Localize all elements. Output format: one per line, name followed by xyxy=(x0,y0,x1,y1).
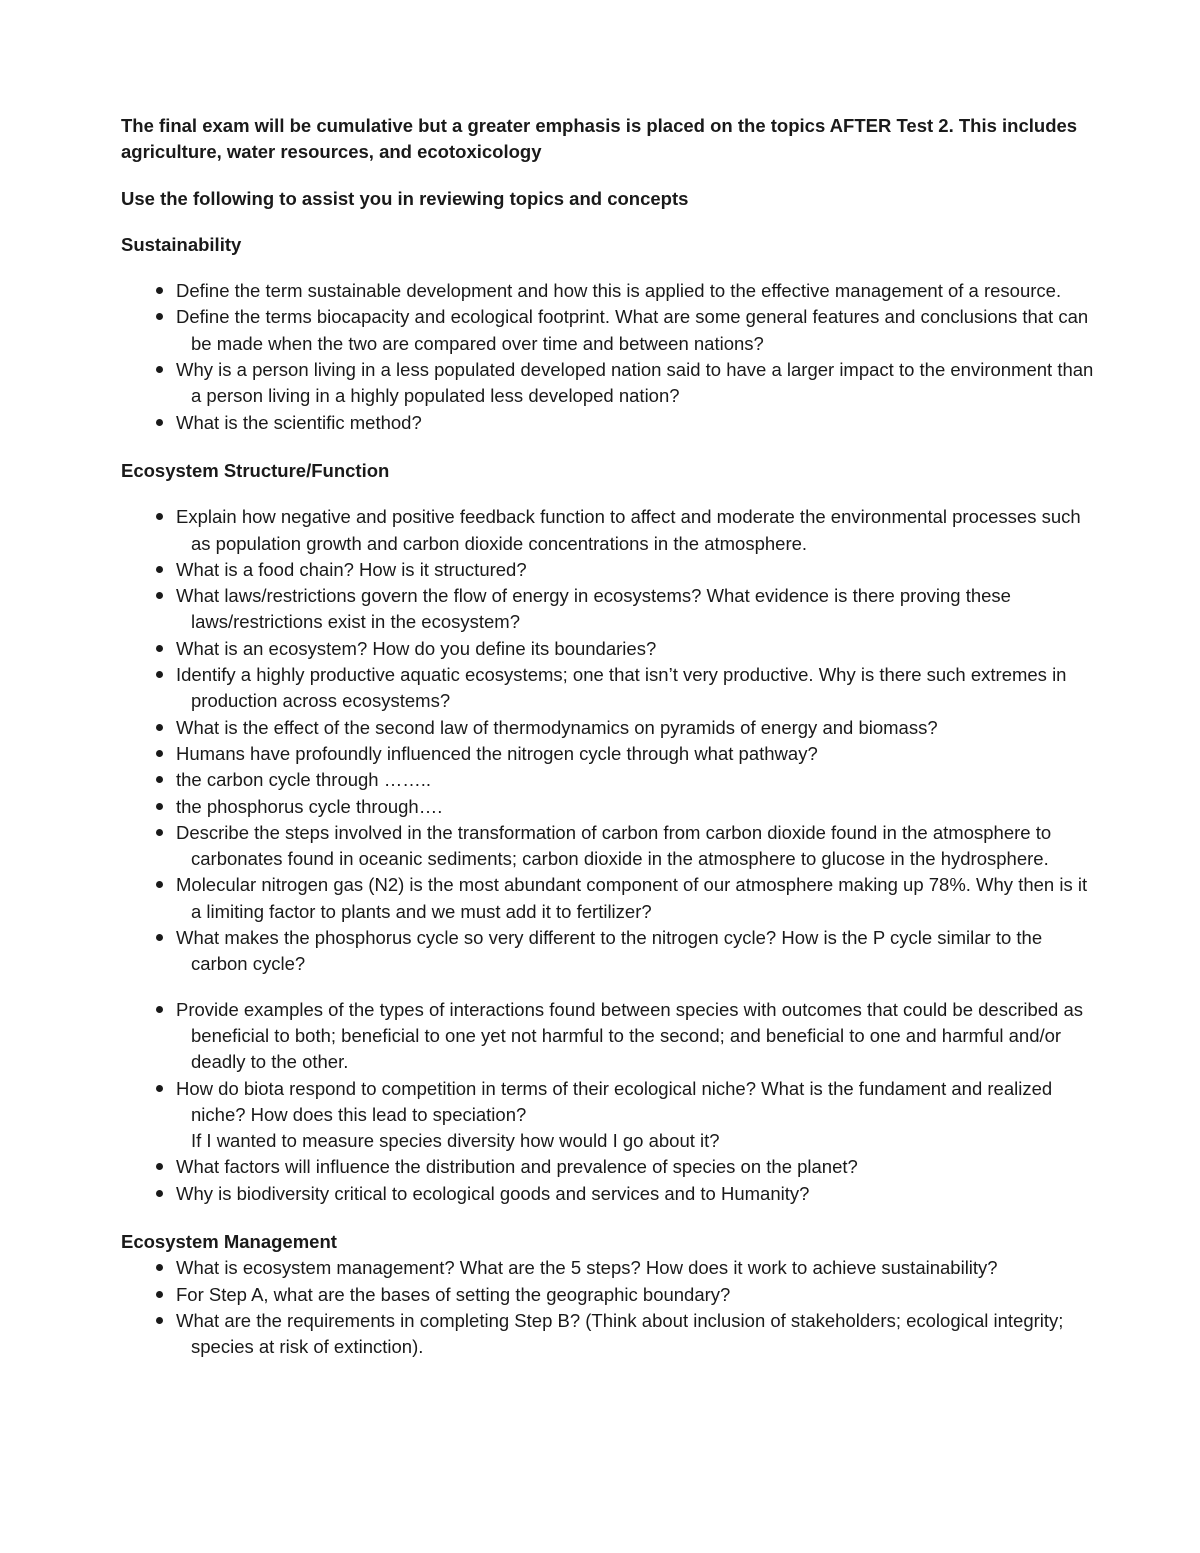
bullet-icon xyxy=(156,724,163,731)
bullet-icon xyxy=(156,776,163,783)
list-item: What makes the phosphorus cycle so very different to the nitrogen cycle? How is the P cycle similar to the carbon cycle? xyxy=(121,925,1100,978)
list-item: For Step A, what are the bases of setting the geographic boundary? xyxy=(121,1282,1100,1308)
sustainability-list xyxy=(121,278,1100,436)
list-item: What is the scientific method? xyxy=(121,410,1100,436)
list-item: the carbon cycle through …….. xyxy=(121,767,1100,793)
intro-paragraph: The final exam will be cumulative but a greater emphasis is placed on the topics AFTER Test 2. This includes agriculture, water resources, and ecotoxicology xyxy=(121,115,1078,163)
list-item: What is a food chain? How is it structured? xyxy=(121,557,1100,583)
list-item: Why is a person living in a less populated developed nation said to have a larger impact to the environment than a person living in a highly populated less developed nation? xyxy=(121,357,1100,410)
list-item: Identify a highly productive aquatic ecosystems; one that isn’t very productive. Why is there such extremes in production across ecosystems? xyxy=(121,662,1100,715)
list-item: What is the effect of the second law of thermodynamics on pyramids of energy and biomass? xyxy=(121,715,1100,741)
bullet-icon xyxy=(156,287,163,294)
bullet-icon xyxy=(156,313,163,320)
bullet-icon xyxy=(156,1291,163,1298)
list-item: Define the term sustainable development and how this is applied to the effective management of a resource. xyxy=(121,278,1100,304)
list-item: Humans have profoundly influenced the nitrogen cycle through what pathway? xyxy=(121,741,1100,767)
bullet-icon xyxy=(156,1085,163,1092)
section-heading-sustainability: Sustainability xyxy=(121,233,242,255)
list-item: Molecular nitrogen gas (N2) is the most abundant component of our atmosphere making up 78%. Why then is it a limiting factor to plants and we must add it to fertilizer? xyxy=(121,872,1100,925)
list-item: the phosphorus cycle through…. xyxy=(121,794,1100,820)
bullet-icon xyxy=(156,592,163,599)
list-item: Describe the steps involved in the transformation of carbon from carbon dioxide found in the atmosphere to carbonates found in oceanic sediments; carbon dioxide in the atmosphere to glucose in the hydrosphere. xyxy=(121,820,1100,873)
lead-paragraph: Use the following to assist you in reviewing topics and concepts xyxy=(121,187,689,209)
management-list xyxy=(121,1255,1100,1360)
section-heading-ecosystem: Ecosystem Structure/Function xyxy=(121,459,390,481)
list-item: How do biota respond to competition in terms of their ecological niche? What is the fundament and realized niche? How does this lead to speciation? xyxy=(121,1076,1100,1129)
list-item: What laws/restrictions govern the flow of energy in ecosystems? What evidence is there proving these laws/restrictions exist in the ecosystem? xyxy=(121,583,1100,636)
bullet-icon xyxy=(156,750,163,757)
bullet-icon xyxy=(156,803,163,810)
bullet-icon xyxy=(156,1006,163,1013)
list-item: What is an ecosystem? How do you define its boundaries? xyxy=(121,636,1100,662)
bullet-icon xyxy=(156,645,163,652)
list-item: Provide examples of the types of interactions found between species with outcomes that could be described as beneficial to both; beneficial to one yet not harmful to the second; and beneficial to one and harmful and/or deadly to the other. xyxy=(121,997,1100,1076)
bullet-icon xyxy=(156,1163,163,1170)
list-item: Why is biodiversity critical to ecological goods and services and to Humanity? xyxy=(121,1181,1100,1207)
continuation-line: If I wanted to measure species diversity how would I go about it? xyxy=(191,1130,720,1152)
bullet-icon xyxy=(156,366,163,373)
bullet-icon xyxy=(156,566,163,573)
ecosystem-distribution-list xyxy=(121,1154,1100,1207)
bullet-icon xyxy=(156,513,163,520)
bullet-icon xyxy=(156,419,163,426)
list-item: What factors will influence the distribution and prevalence of species on the planet? xyxy=(121,1154,1100,1180)
bullet-icon xyxy=(156,881,163,888)
bullet-icon xyxy=(156,1317,163,1324)
list-item: Define the terms biocapacity and ecological footprint. What are some general features and conclusions that can be made when the two are compared over time and between nations? xyxy=(121,304,1100,357)
bullet-icon xyxy=(156,1190,163,1197)
bullet-icon xyxy=(156,934,163,941)
list-item: What is ecosystem management? What are the 5 steps? How does it work to achieve sustainability? xyxy=(121,1255,1100,1281)
bullet-icon xyxy=(156,671,163,678)
list-item: What are the requirements in completing Step B? (Think about inclusion of stakeholders; ecological integrity; species at risk of extinction). xyxy=(121,1308,1100,1361)
section-heading-management: Ecosystem Management xyxy=(121,1230,337,1252)
list-item: Explain how negative and positive feedback function to affect and moderate the environmental processes such as population growth and carbon dioxide concentrations in the atmosphere. xyxy=(121,504,1100,557)
ecosystem-interactions-list xyxy=(121,997,1100,1128)
bullet-icon xyxy=(156,829,163,836)
ecosystem-list xyxy=(121,504,1100,977)
bullet-icon xyxy=(156,1264,163,1271)
